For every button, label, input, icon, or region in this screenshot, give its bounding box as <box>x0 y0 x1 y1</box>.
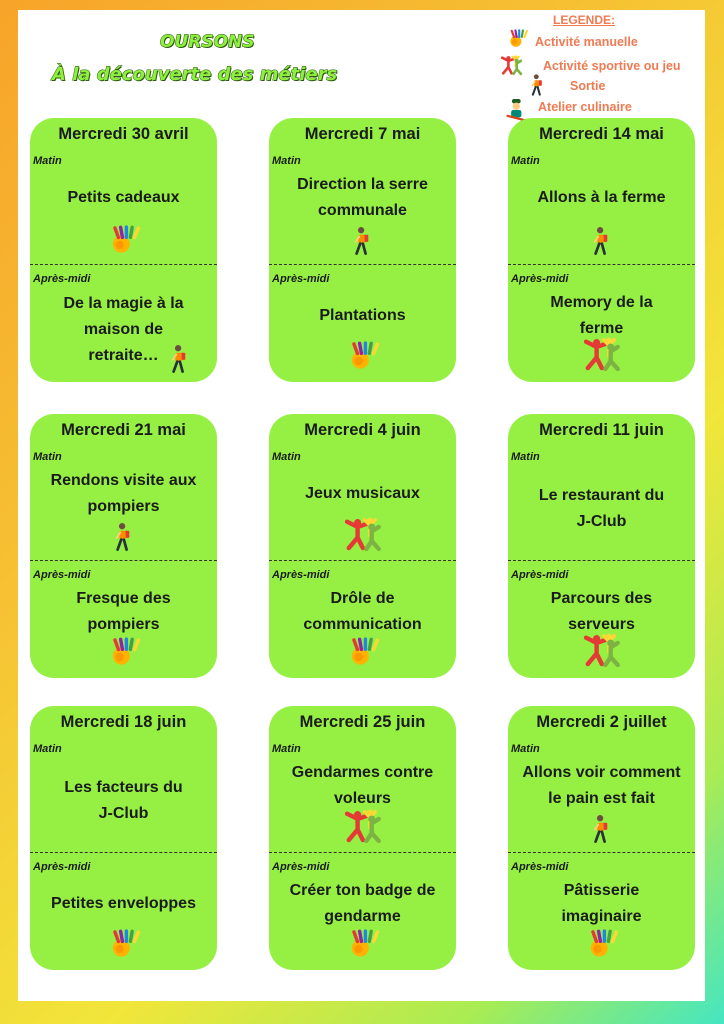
afternoon-activity-line: Petites enveloppes <box>51 895 196 912</box>
section-divider <box>508 852 695 853</box>
legend-heading: LEGENDE: <box>553 13 616 27</box>
afternoon-activity-line: maison de <box>83 321 164 338</box>
morning-activity-line: Le restaurant du <box>538 487 665 504</box>
page-subtitle: À la découverte des métiers <box>52 64 338 85</box>
afternoon-activity-line: Créer ton badge de <box>289 882 436 899</box>
morning-label: Matin <box>511 743 540 755</box>
morning-activity-line: Jeux musicaux <box>305 485 420 502</box>
afternoon-activity-line: ferme <box>579 320 624 337</box>
walker-icon <box>530 74 544 96</box>
card-date: Mercredi 7 mai <box>304 125 421 143</box>
afternoon-label: Après-midi <box>33 569 91 581</box>
afternoon-activity-line: Memory de la <box>550 294 653 311</box>
afternoon-activity-line: communication <box>303 616 422 633</box>
morning-label: Matin <box>272 451 301 463</box>
card-date: Mercredi 2 juillet <box>536 713 667 731</box>
program-sheet <box>18 10 705 1001</box>
hand-icon <box>106 222 140 261</box>
card-date: Mercredi 25 juin <box>299 713 426 731</box>
section-divider <box>508 560 695 561</box>
walker-icon <box>170 344 188 379</box>
legend <box>498 10 705 125</box>
afternoon-activity-line: serveurs <box>568 616 635 633</box>
afternoon-activity-line: Pâtisserie <box>563 882 640 899</box>
afternoon-label: Après-midi <box>511 569 569 581</box>
card-date: Mercredi 30 avril <box>58 125 189 143</box>
title-block <box>18 10 438 110</box>
legend-item-outing: Sortie <box>570 79 606 93</box>
hand-icon <box>506 27 528 49</box>
hand-icon <box>106 634 140 673</box>
day-card <box>269 118 456 382</box>
morning-label: Matin <box>33 743 62 755</box>
section-divider <box>30 560 217 561</box>
sport-icon <box>579 336 623 377</box>
sport-icon <box>579 632 623 673</box>
card-date: Mercredi 18 juin <box>60 713 187 731</box>
section-divider <box>269 264 456 265</box>
afternoon-activity-line: pompiers <box>87 616 160 633</box>
morning-activity-line: pompiers <box>87 498 160 515</box>
card-date: Mercredi 14 mai <box>539 125 664 143</box>
afternoon-activity-line: Parcours des <box>550 590 653 607</box>
day-card <box>508 118 695 382</box>
afternoon-activity-line: Fresque des <box>76 590 171 607</box>
legend-item-manual: Activité manuelle <box>535 35 638 49</box>
afternoon-activity-line: De la magie à la <box>63 295 184 312</box>
section-divider <box>269 852 456 853</box>
morning-activity-line: Gendarmes contre <box>291 764 434 781</box>
hand-icon <box>345 634 379 673</box>
day-card <box>269 414 456 678</box>
morning-label: Matin <box>33 155 62 167</box>
sport-icon <box>340 516 384 557</box>
hand-icon <box>345 926 379 965</box>
afternoon-activity-line: Plantations <box>319 307 406 324</box>
afternoon-activity-line: Drôle de <box>330 590 395 607</box>
morning-activity-line: J-Club <box>98 805 149 822</box>
page-title: OURSONS <box>160 32 255 52</box>
section-divider <box>269 560 456 561</box>
morning-activity-line: Petits cadeaux <box>67 189 180 206</box>
morning-activity-line: Allons à la ferme <box>537 189 666 206</box>
morning-label: Matin <box>272 155 301 167</box>
walker-icon <box>592 226 610 261</box>
sport-icon <box>340 808 384 849</box>
morning-activity-line: Allons voir comment <box>522 764 681 781</box>
morning-activity-line: voleurs <box>334 790 391 807</box>
afternoon-label: Après-midi <box>33 861 91 873</box>
walker-icon <box>592 814 610 849</box>
day-card <box>508 414 695 678</box>
morning-activity-line: Direction la serre <box>297 176 428 193</box>
morning-label: Matin <box>511 451 540 463</box>
afternoon-activity-line: gendarme <box>324 908 401 925</box>
card-date: Mercredi 21 mai <box>61 421 186 439</box>
walker-icon <box>114 522 132 557</box>
hand-icon <box>345 338 379 377</box>
morning-activity-line: communale <box>318 202 407 219</box>
section-divider <box>30 852 217 853</box>
sport-icon <box>498 54 524 76</box>
section-divider <box>30 264 217 265</box>
day-card <box>30 706 217 970</box>
afternoon-label: Après-midi <box>511 861 569 873</box>
morning-activity-line: J-Club <box>576 513 627 530</box>
afternoon-activity-line: retraite… <box>88 347 159 364</box>
day-card <box>30 414 217 678</box>
hand-icon <box>584 926 618 965</box>
day-card <box>508 706 695 970</box>
morning-activity-line: Les facteurs du <box>64 779 183 796</box>
afternoon-label: Après-midi <box>272 569 330 581</box>
hand-icon <box>106 926 140 965</box>
afternoon-label: Après-midi <box>272 861 330 873</box>
afternoon-label: Après-midi <box>511 273 569 285</box>
legend-item-cooking: Atelier culinaire <box>538 100 632 114</box>
morning-activity-line: Rendons visite aux <box>50 472 197 489</box>
legend-item-sport: Activité sportive ou jeu <box>543 59 681 73</box>
section-divider <box>508 264 695 265</box>
afternoon-label: Après-midi <box>33 273 91 285</box>
morning-activity-line: le pain est fait <box>548 790 655 807</box>
card-date: Mercredi 11 juin <box>539 421 664 439</box>
day-card <box>269 706 456 970</box>
morning-label: Matin <box>33 451 62 463</box>
morning-label: Matin <box>511 155 540 167</box>
card-date: Mercredi 4 juin <box>304 421 421 439</box>
walker-icon <box>353 226 371 261</box>
afternoon-activity-line: imaginaire <box>561 908 642 925</box>
day-card <box>30 118 217 382</box>
afternoon-label: Après-midi <box>272 273 330 285</box>
morning-label: Matin <box>272 743 301 755</box>
